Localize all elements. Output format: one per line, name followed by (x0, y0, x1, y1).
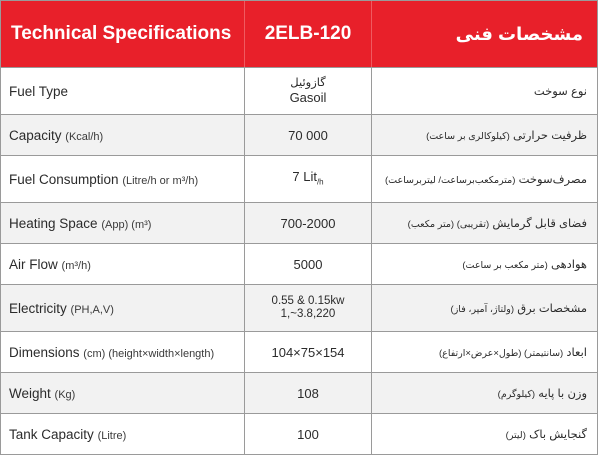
row-value: 104×75×154 (245, 332, 372, 372)
row-value: 5000 (245, 244, 372, 284)
table-header (1, 1, 597, 67)
row-label: Air Flow (m³/h) (1, 244, 245, 284)
table-row (1, 372, 597, 413)
row-label-fa: ظرفیت حرارتی (کیلوکالری بر ساعت) (426, 130, 587, 142)
row-label: Fuel Consumption (Litre/h or m³/h) (1, 156, 245, 202)
row-label-fa: فضای قابل گرمایش (تقریبی) (متر مکعب) (407, 218, 587, 230)
table-row (1, 243, 597, 284)
row-label-fa: گنجایش باک (لیتر) (505, 429, 587, 441)
row-label: Weight (Kg) (1, 373, 245, 413)
header-fa: مشخصات فنی (455, 23, 583, 44)
table-row (1, 331, 597, 372)
row-label: Fuel Type (1, 68, 245, 114)
row-label: Dimensions (cm) (height×width×length) (1, 332, 245, 372)
row-label-fa: مشخصات برق (ولتاژ، آمپر، فاز) (450, 303, 587, 315)
table-row (1, 284, 597, 331)
row-label-fa: وزن با پایه (کیلوگرم) (497, 388, 587, 400)
row-label: Capacity (Kcal/h) (1, 115, 245, 155)
header-model: 2ELB-120 (245, 1, 372, 67)
row-label: Electricity (PH,A,V) (1, 285, 245, 331)
row-value: 70 000 (245, 115, 372, 155)
row-label: Heating Space (App) (m³) (1, 203, 245, 243)
row-label-fa: مصرف‌سوخت (مترمکعب‌برساعت/ لیتربرساعت) (385, 174, 587, 186)
row-value: 0.55 & 0.15kw 1,~3.8,220 (245, 285, 372, 331)
row-value: گازوئیل Gasoil (245, 68, 372, 114)
header-en: Technical Specifications (1, 1, 245, 67)
row-label: Tank Capacity (Litre) (1, 414, 245, 454)
row-value: 100 (245, 414, 372, 454)
row-value: 108 (245, 373, 372, 413)
table-row (1, 67, 597, 114)
table-row (1, 114, 597, 155)
table-row (1, 202, 597, 243)
row-label-fa: ابعاد (سانتیمتر) (طول×عرض×ارتفاع) (438, 347, 587, 359)
row-label-fa: نوع سوخت (533, 86, 587, 98)
table-row (1, 155, 597, 202)
row-value: 700-2000 (245, 203, 372, 243)
row-label-fa: هوادهی (متر مکعب بر ساعت) (462, 259, 587, 271)
row-value: 7 Lit$_{/h}$ (245, 156, 372, 202)
table-row (1, 413, 597, 454)
